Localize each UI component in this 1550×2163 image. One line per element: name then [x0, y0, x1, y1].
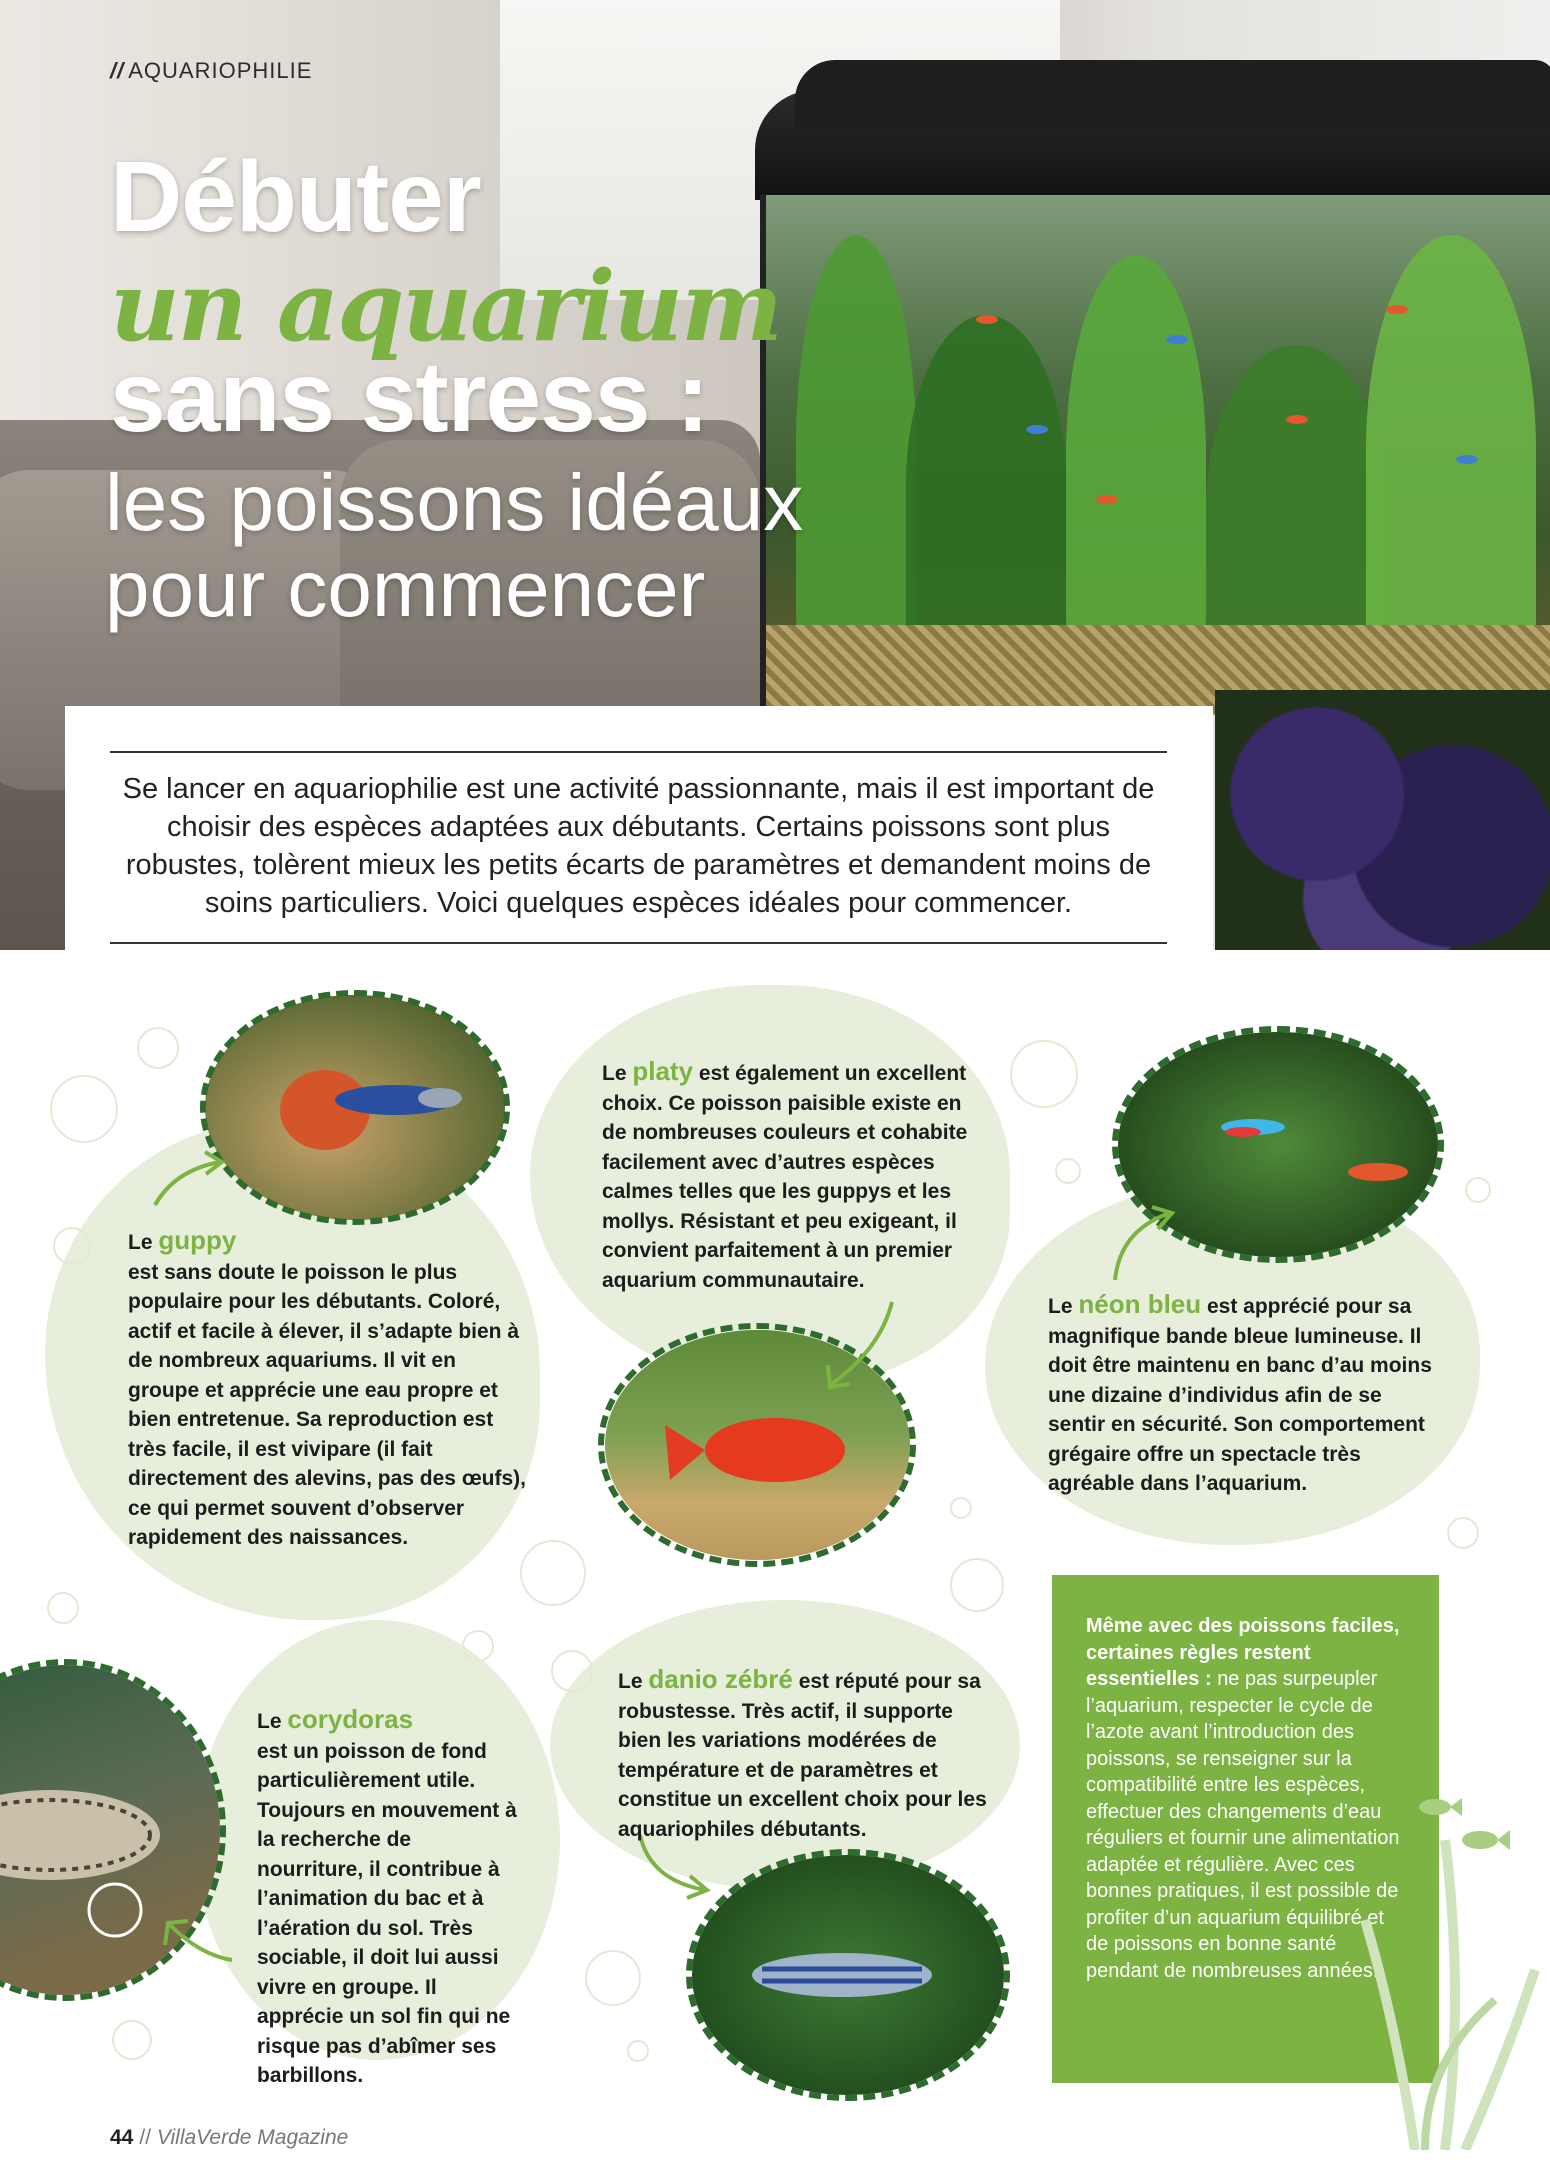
guppy-text: Le guppy est sans doute le poisson le plus populaire pour les débutants. Coloré, actif et facile à élever, il s’adapte bien à de nombreux aquariums. Il vit en groupe et apprécie une eau propre et bien entretenue. Sa reproduction est très facile, il est vivipare (il fait directement des alevins, pas des œufs), ce qui permet souvent d’observer rapidement des naissances. [128, 1225, 526, 1549]
platy-name: platy [632, 1056, 694, 1086]
danio-text: Le danio zébré est réputé pour sa robustesse. Très actif, il supporte bien les variations modérées de température et de paramètres et constitue un excellent choix pour les aquariophiles débutants. [618, 1664, 987, 1841]
guppy-photo-ring [200, 990, 510, 1225]
bubble [520, 1540, 586, 1606]
guppy-name: guppy [158, 1225, 237, 1255]
danio-name: danio zébré [648, 1664, 793, 1694]
bubble [50, 1075, 118, 1143]
aquarium-tank [760, 195, 1550, 715]
page-number: 44 [110, 2126, 134, 2149]
bubble [1055, 1158, 1081, 1184]
corydoras-text: Le corydoras est un poisson de fond particulièrement utile. Toujours en mouvement à la recherche de nourriture, il contribue à l’animation du bac et à l’aération du sol. Très sociable, il doit lui aussi vivre en groupe. Il apprécie un sol fin qui ne risque pas d’abîmer ses barbillons. [257, 1704, 517, 2087]
title-line-1: Débuter [110, 141, 481, 253]
bubble [1010, 1040, 1078, 1108]
neon-arrow-icon [1110, 1205, 1180, 1285]
small-fish-icon [1410, 1795, 1520, 1855]
magazine-name: VillaVerde Magazine [156, 2126, 349, 2149]
bubble [1465, 1177, 1491, 1203]
bubble [112, 2020, 152, 2060]
intro-rule-top [110, 751, 1167, 753]
subtitle: les poissons idéaux pour commencer [105, 458, 804, 633]
bubble [551, 1650, 593, 1692]
neon-name: néon bleu [1078, 1289, 1202, 1319]
page-footer: 44 // VillaVerde Magazine [110, 2126, 349, 2149]
danio-photo-ring [686, 1849, 1010, 2101]
bubble [462, 1630, 494, 1662]
bubble [1447, 1517, 1479, 1549]
bubble [950, 1558, 1004, 1612]
bubble [53, 1227, 91, 1265]
intro-box [65, 706, 1213, 950]
platy-text: Le platy est également un excellent choix. Ce poisson paisible existe en de nombreuses couleurs et cohabite facilement avec d’autres espèces calmes telles que les guppys et les mollys. Résistant et peu exigeant, il convient parfaitement à un premier aquarium communautaire. [602, 1056, 968, 1292]
aquarium-lid [755, 90, 1550, 200]
purple-flowers [1215, 690, 1550, 950]
title-line-3: sans stress : [110, 341, 709, 453]
section-kicker: // AQUARIOPHILIE [110, 58, 313, 83]
intro-rule-bottom [110, 942, 1167, 944]
bubble [47, 1592, 79, 1624]
corydoras-name: corydoras [287, 1704, 414, 1734]
title-line-2: un aquarium [110, 250, 781, 363]
bubble [585, 1950, 641, 2006]
tip-text: ne pas surpeupler l’aquarium, respecter le cycle de l’azote avant l’introduction des poissons, se renseigner sur la compatibilité entre les espèces, effectuer des changements d’eau réguliers et fournir une alimentation adaptée et régulière. Avec ces bonnes pratiques, il est possible de profiter d’un aquarium équilibré et de poissons en bonne santé pendant de nombreuses années. [1086, 1668, 1400, 1982]
platy-arrow-icon [820, 1300, 900, 1395]
tip-bold: Même avec des poissons faciles, certaines règles restent essentielles : [1086, 1615, 1400, 1690]
bubble [137, 1027, 179, 1069]
neon-text: Le néon bleu est apprécié pour sa magnifique bande bleue lumineuse. Il doit être maintenu en banc d’au moins une dizaine d’individus afin de se sentir en sécurité. Son comportement grégaire offre un spectacle très agréable dans l’aquarium. [1048, 1289, 1432, 1495]
bubble [950, 1497, 972, 1519]
intro-text: Se lancer en aquariophilie est une activité passionnante, mais il est important de choisir des espèces adaptées aux débutants. Certains poissons sont plus robustes, tolèrent mieux les petits écarts de paramètres et demandent moins de soins particuliers. Voici quelques espèces idéales pour commencer. [122, 773, 1155, 919]
bubble [627, 2040, 649, 2062]
guppy-arrow-icon [150, 1150, 230, 1210]
corydoras-arrow-icon [160, 1905, 235, 1965]
